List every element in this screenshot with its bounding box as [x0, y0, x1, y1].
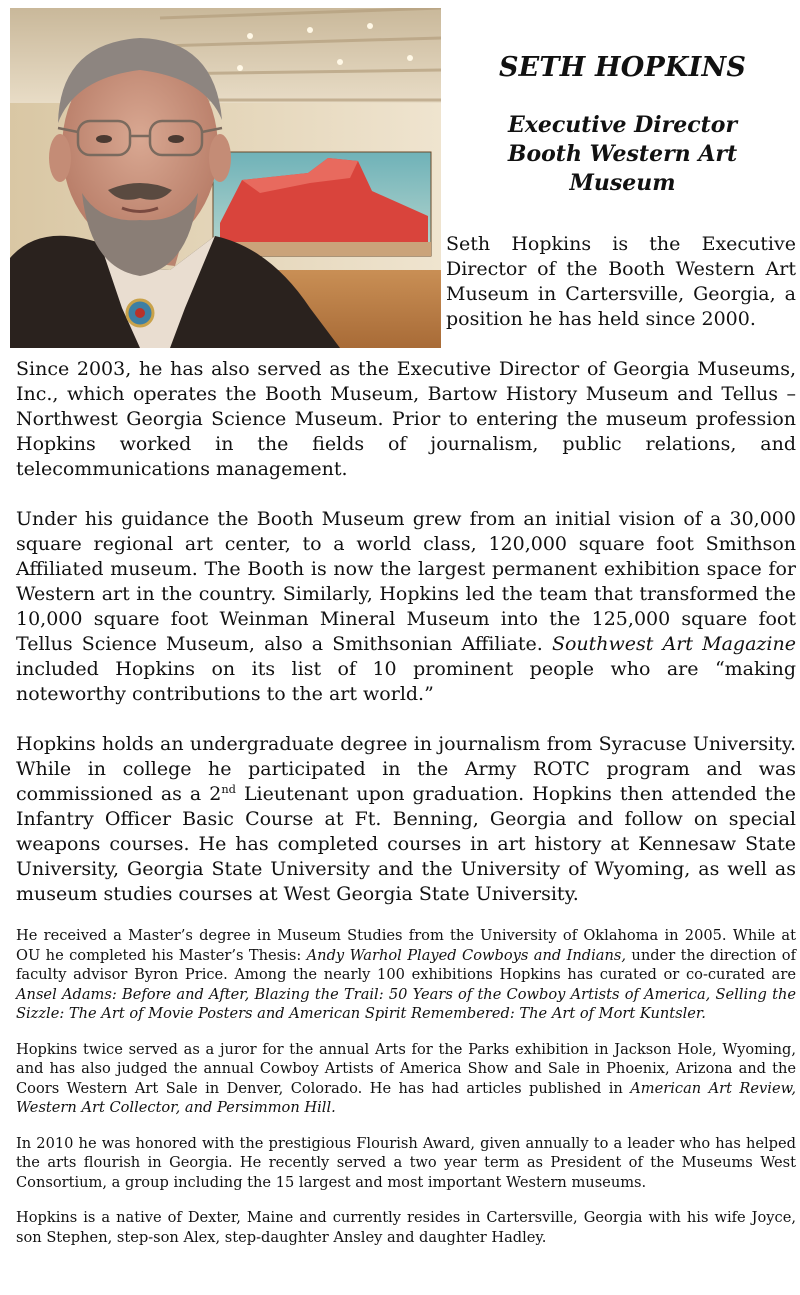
bio-detail-paragraph — [16, 1134, 796, 1193]
italic-title-text: Southwest Art Magazine — [551, 633, 796, 655]
job-title-line: Executive Director — [507, 112, 738, 138]
biography-details — [16, 926, 796, 1247]
italic-title-text: Ansel Adams: Before and After, Blazing the Trail: 50 Years of the Cowboy Artists of America, Selling the Sizzle: The Art of Movie Posters and American Spirit Remembered: The Art of Mort Kuntsler. — [16, 985, 796, 1022]
italic-title-text: American Art Review, Western Art Collector, and Persimmon Hill. — [16, 1079, 796, 1116]
ordinal-suffix: nd — [221, 782, 236, 797]
intro-paragraph: Seth Hopkins is the Executive Director of the Booth Western Art Museum in Cartersville, Georgia, a position he has held since 2000. — [446, 233, 796, 330]
text-run: Hopkins is a native of Dexter, Maine and currently resides in Cartersville, Georgia with his wife Joyce, son Stephen, step-son Alex, step-daughter Ansley and daughter Hadley. — [16, 1209, 796, 1246]
name-and-title-heading — [470, 52, 775, 198]
italic-title-text: Andy Warhol Played Cowboys and Indians, — [306, 946, 627, 964]
person-name: SETH HOPKINS — [498, 52, 747, 83]
biography-main — [16, 357, 796, 907]
text-run: Since 2003, he has also served as the Executive Director of Georgia Museums, Inc., which operates the Booth Museum, Bartow History Museum and Tellus – Northwest Georgia Science Museum. Prior to entering the museum profession Hopkins worked in the fields of journalism, public relations, and telecommunications management. — [16, 358, 796, 480]
job-title-line: Museum — [569, 170, 676, 196]
bio-detail-paragraph — [16, 1040, 796, 1118]
text-run: Lieutenant upon graduation. Hopkins then attended the Infantry Officer Basic Course at Ft. Benning, Georgia and follow on special weapons courses. He has completed courses in art history at Kennesaw State University, Georgia State University and the University of Wyoming, as well as museum studies courses at West Georgia State University. — [16, 783, 797, 905]
text-run: Hopkins holds an undergraduate degree in journalism from Syracuse University. While in college he participated in the Army ROTC program and was commissioned as a 2 — [16, 733, 796, 805]
job-title — [470, 111, 775, 198]
text-run: included Hopkins on its list of 10 prominent people who are “making noteworthy contributions to the art world.” — [16, 658, 796, 705]
bio-paragraph — [16, 507, 796, 707]
bio-paragraph — [16, 732, 796, 907]
text-run: In 2010 he was honored with the prestigious Flourish Award, given annually to a leader who has helped the arts flourish in Georgia. He recently served a two year term as President of the Museums West Consortium, a group including the 15 largest and most important Western museums. — [16, 1134, 796, 1191]
bio-detail-paragraph — [16, 926, 796, 1024]
text-run: under the direction of faculty advisor Byron Price. Among the nearly 100 exhibitions Hopkins has curated or co-curated are — [16, 946, 796, 983]
text-run: Hopkins twice served as a juror for the annual Arts for the Parks exhibition in Jackson Hole, Wyoming, and has also judged the annual Cowboy Artists of America Show and Sale in Phoenix, Arizona and the Coors Western Art Sale in Denver, Colorado. He has had articles published in — [16, 1040, 796, 1097]
job-title-line: Booth Western Art — [507, 141, 738, 167]
portrait-photo — [10, 8, 441, 348]
bio-paragraph — [16, 357, 796, 482]
bio-detail-paragraph — [16, 1208, 796, 1247]
text-run: He received a Master’s degree in Museum Studies from the University of Oklahoma in 2005. While at OU he completed his Master’s Thesis: — [16, 927, 796, 964]
text-run: Under his guidance the Booth Museum grew from an initial vision of a 30,000 square regional art center, to a world class, 120,000 square foot Smithson Affiliated museum. The Booth is now the largest permanent exhibition space for Western art in the country. Similarly, Hopkins led the team that transformed the 10,000 square foot Weinman Mineral Museum into the 125,000 square foot Tellus Science Museum, also a Smithsonian Affiliate. — [16, 508, 796, 655]
